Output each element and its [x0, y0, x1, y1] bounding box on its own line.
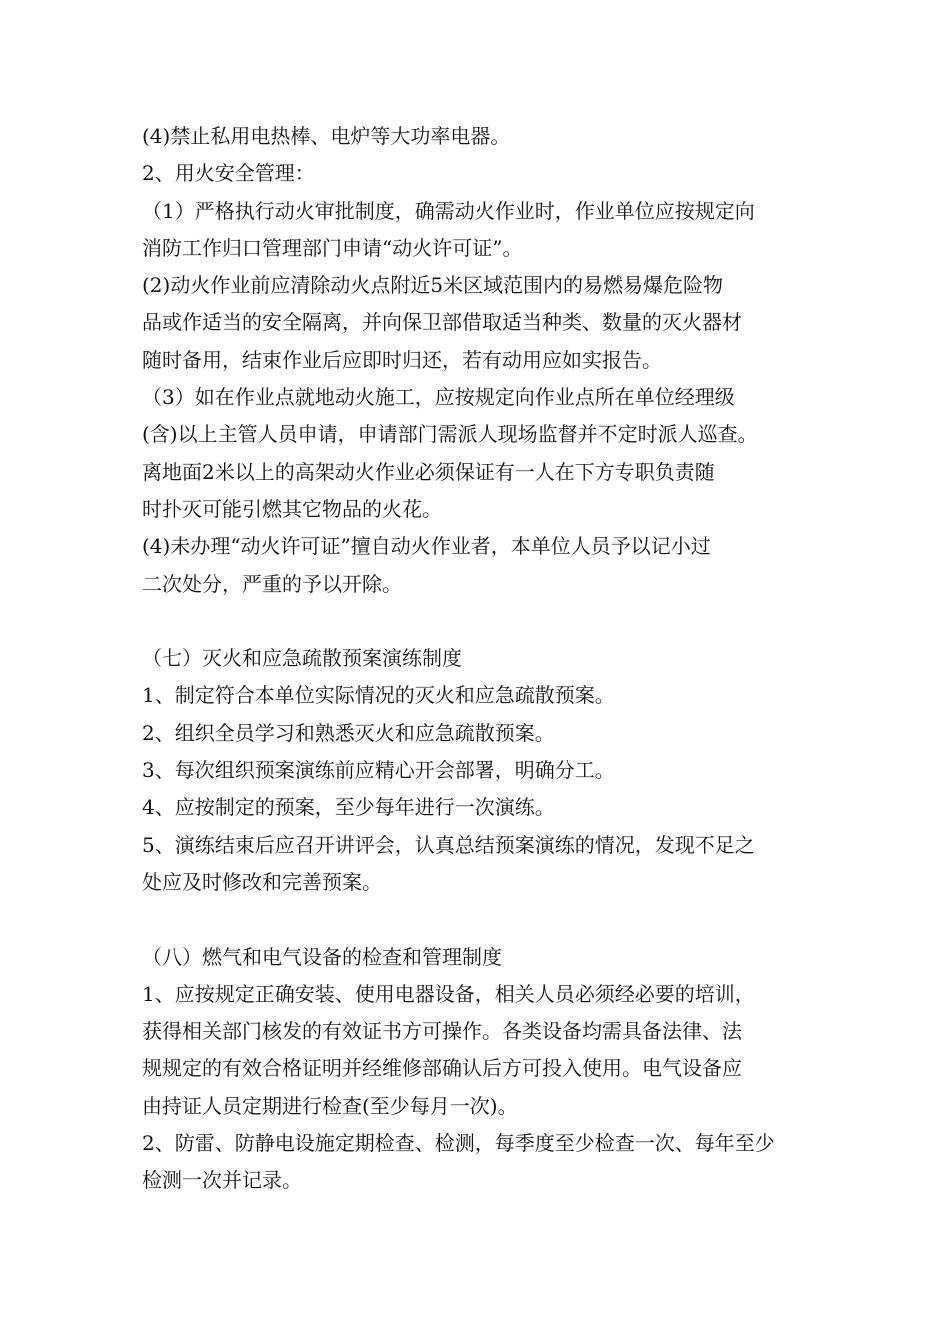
document-body: [142, 118, 822, 1200]
text-line: (4)禁止私用电热棒、电炉等大功率电器。: [142, 124, 511, 148]
text-line: 1、应按规定正确安装、使用电器设备，相关人员必须经必要的培训，: [142, 981, 755, 1006]
text-line: 处应及时修改和完善预案。: [142, 869, 382, 894]
text-line: 随时备用，结束作业后应即时归还，若有动用应如实报告。: [142, 347, 662, 372]
text-line: 规规定的有效合格证明并经维修部确认后方可投入使用。电气设备应: [142, 1056, 742, 1081]
text-line: 由持证人员定期进行检查(至少每月一次)。: [142, 1093, 518, 1118]
text-line: 时扑灭可能引燃其它物品的火花。: [142, 496, 442, 521]
text-line: 消防工作归口管理部门申请“动火许可证”。: [142, 235, 523, 260]
text-line: 3、每次组织预案演练前应精心开会部署，明确分工。: [142, 758, 615, 783]
section-heading: （七）灭火和应急疏散预案演练制度: [142, 646, 462, 671]
text-line: 品或作适当的安全隔离，并向保卫部借取适当种类、数量的灭火器材: [142, 310, 742, 335]
blank-line: [142, 603, 822, 640]
text-line: （1）严格执行动火审批制度，确需动火作业时，作业单位应按规定向: [142, 198, 755, 223]
text-line: 1、制定符合本单位实际情况的灭火和应急疏散预案。: [142, 683, 615, 708]
text-line: 二次处分，严重的予以开除。: [142, 571, 402, 596]
text-line: 2、防雷、防静电设施定期检查、检测，每季度至少检查一次、每年至少: [142, 1131, 775, 1156]
text-line: 检测一次并记录。: [142, 1168, 302, 1193]
text-line: 4、应按制定的预案，至少每年进行一次演练。: [142, 795, 555, 820]
section-heading: （八）燃气和电气设备的检查和管理制度: [142, 944, 502, 969]
text-line: (2)动火作业前应清除动火点附近5米区域范围内的易燃易爆危险物: [142, 273, 724, 298]
text-line: 获得相关部门核发的有效证书方可操作。各类设备均需具备法律、法: [142, 1019, 742, 1044]
text-line: 2、组织全员学习和熟悉灭火和应急疏散预案。: [142, 720, 555, 745]
section-heading: 2、用火安全管理：: [142, 161, 315, 186]
text-line: (4)未办理“动火许可证”擅自动火作业者，本单位人员予以记小过: [142, 534, 711, 559]
text-line: 离地面2米以上的高架动火作业必须保证有一人在下方专职负责随: [142, 459, 715, 484]
text-line: 5、演练结束后应召开讲评会，认真总结预案演练的情况，发现不足之: [142, 832, 755, 857]
blank-line: [142, 901, 822, 938]
text-line: （3）如在作业点就地动火施工，应按规定向作业点所在单位经理级: [142, 385, 735, 410]
text-line: (含)以上主管人员申请，申请部门需派人现场监督并不定时派人巡查。: [142, 422, 758, 447]
